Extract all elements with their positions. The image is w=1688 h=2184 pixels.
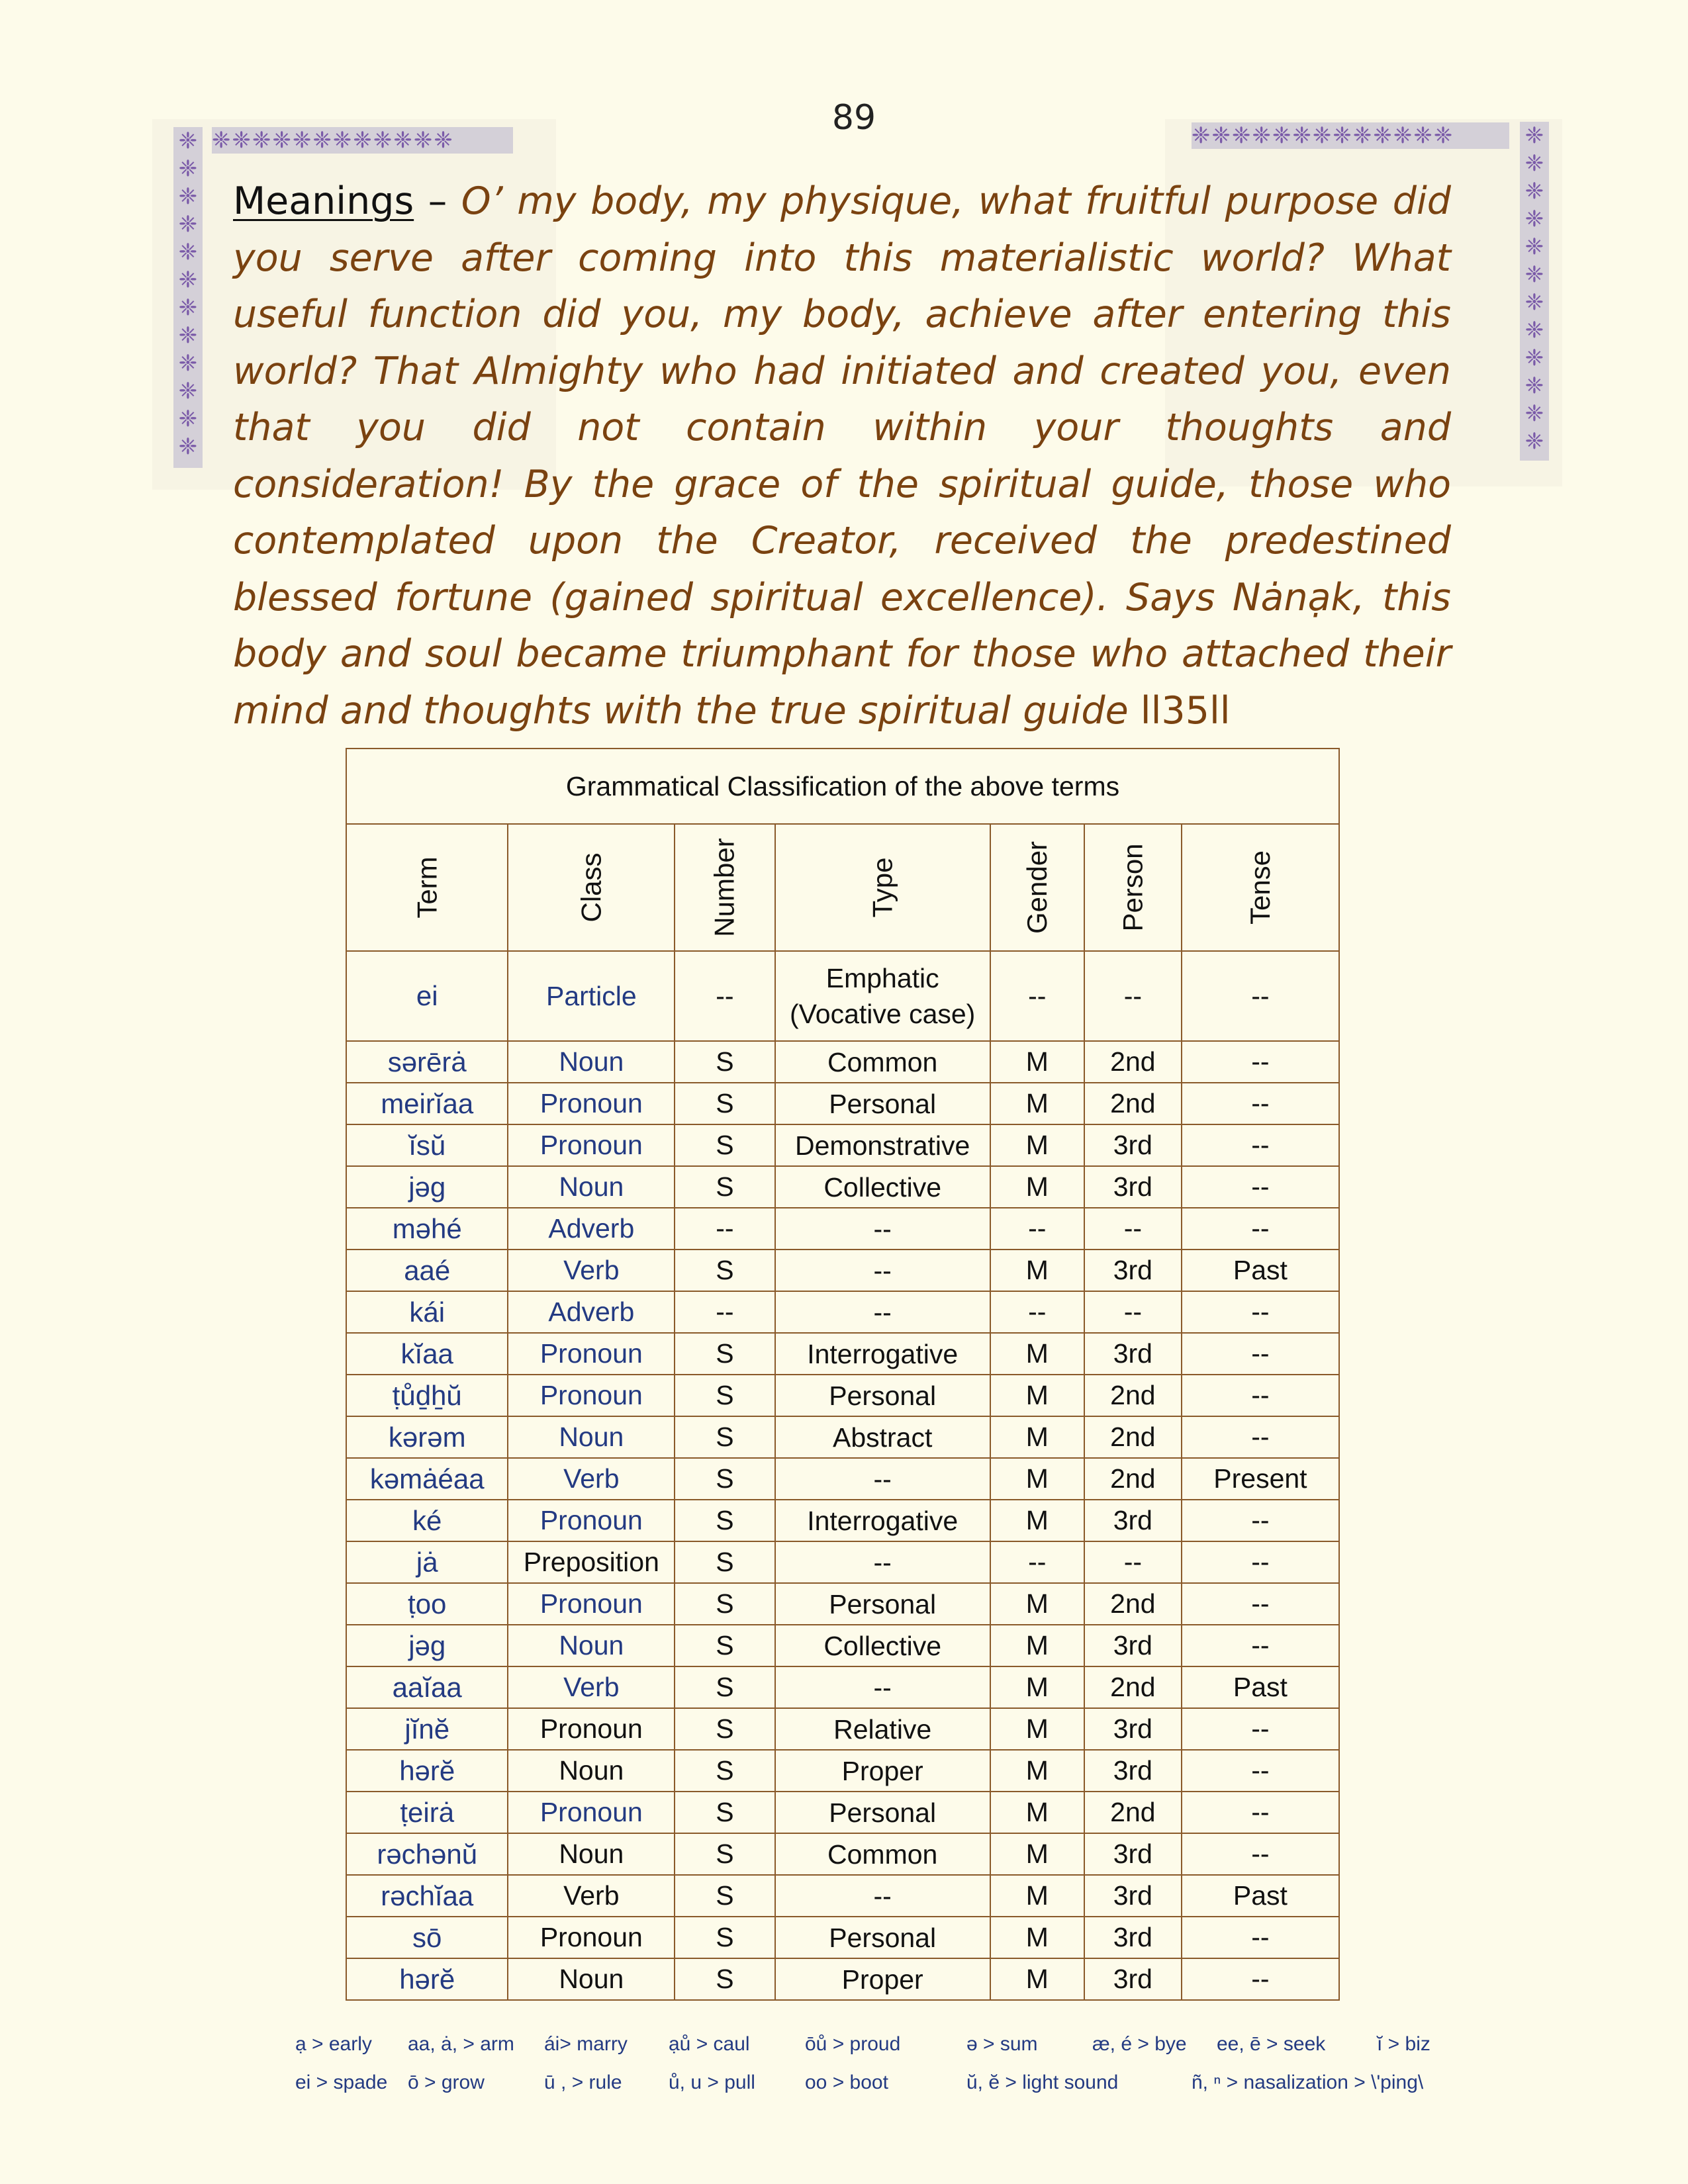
cell-type: Proper (775, 1958, 990, 2000)
cell-class: Particle (508, 951, 675, 1041)
cell-tense: Past (1182, 1250, 1339, 1291)
cell-type: Collective (775, 1625, 990, 1666)
cell-gender: M (990, 1166, 1084, 1208)
cell-gender: M (990, 1917, 1084, 1958)
cell-term: sō (346, 1917, 508, 1958)
legend-item: ū , > rule (544, 2071, 622, 2093)
cell-person: 2nd (1084, 1583, 1182, 1625)
column-header-label: Person (1117, 843, 1149, 932)
cell-person: 3rd (1084, 1625, 1182, 1666)
cell-number: S (675, 1458, 774, 1500)
cell-class: Pronoun (508, 1375, 675, 1416)
legend-item: ạ > early (295, 2033, 372, 2055)
cell-term: rəchĭaa (346, 1875, 508, 1917)
cell-person: 2nd (1084, 1375, 1182, 1416)
table-row (346, 1500, 1339, 1541)
cell-number: S (675, 1083, 774, 1124)
cell-type: -- (775, 1291, 990, 1333)
legend-item: ōů > proud (805, 2033, 901, 2055)
cell-type: Interrogative (775, 1500, 990, 1541)
cell-term: hərĕ (346, 1958, 508, 2000)
cell-type: Common (775, 1041, 990, 1083)
cell-class: Pronoun (508, 1083, 675, 1124)
table-row (346, 1166, 1339, 1208)
cell-tense: -- (1182, 1291, 1339, 1333)
cell-gender: M (990, 1666, 1084, 1708)
cell-number: S (675, 1375, 774, 1416)
legend-item: aa, ȧ, > arm (408, 2033, 514, 2055)
cell-gender: M (990, 1833, 1084, 1875)
cell-term: aaĭaa (346, 1666, 508, 1708)
cell-number: S (675, 1750, 774, 1792)
cell-class: Noun (508, 1416, 675, 1458)
legend-item: ō > grow (408, 2071, 485, 2093)
legend-item: ạů > caul (669, 2033, 750, 2055)
cell-person: 3rd (1084, 1124, 1182, 1166)
column-header-gender (990, 824, 1084, 951)
cell-gender: -- (990, 951, 1084, 1041)
cell-term: rəchənŭ (346, 1833, 508, 1875)
cell-type: Emphatic (Vocative case) (775, 951, 990, 1041)
cell-tense: -- (1182, 1500, 1339, 1541)
table-row (346, 1124, 1339, 1166)
cell-class: Noun (508, 1958, 675, 2000)
legend-item: ə > sum (966, 2033, 1038, 2055)
cell-person: 2nd (1084, 1666, 1182, 1708)
column-header-type (775, 824, 990, 951)
column-header-number (675, 824, 774, 951)
cell-type: Personal (775, 1375, 990, 1416)
cell-class: Preposition (508, 1541, 675, 1583)
cell-gender: M (990, 1583, 1084, 1625)
column-header-term (346, 824, 508, 951)
cell-person: 2nd (1084, 1458, 1182, 1500)
meanings-paragraph (233, 173, 1451, 739)
pronunciation-legend (0, 2025, 1688, 2118)
column-header-label: Number (708, 838, 740, 937)
legend-item: ei > spade (295, 2071, 388, 2093)
cell-tense: -- (1182, 1958, 1339, 2000)
cell-type: Personal (775, 1792, 990, 1833)
border-strip-top-right: ❈❈❈❈❈❈❈❈❈❈❈❈❈ (1192, 122, 1509, 149)
cell-tense: -- (1182, 1041, 1339, 1083)
cell-type: Personal (775, 1583, 990, 1625)
legend-item: ŭ, ĕ > light sound (966, 2071, 1119, 2093)
cell-person: 2nd (1084, 1792, 1182, 1833)
cell-person: -- (1084, 1291, 1182, 1333)
cell-person: 3rd (1084, 1250, 1182, 1291)
cell-number: S (675, 1625, 774, 1666)
cell-person: -- (1084, 951, 1182, 1041)
cell-gender: M (990, 1041, 1084, 1083)
cell-number: S (675, 1875, 774, 1917)
cell-person: -- (1084, 1541, 1182, 1583)
cell-tense: -- (1182, 1541, 1339, 1583)
cell-gender: M (990, 1625, 1084, 1666)
cell-class: Noun (508, 1750, 675, 1792)
table-row (346, 1833, 1339, 1875)
cell-gender: -- (990, 1291, 1084, 1333)
cell-type: -- (775, 1250, 990, 1291)
cell-term: ké (346, 1500, 508, 1541)
cell-number: S (675, 1416, 774, 1458)
cell-type: -- (775, 1541, 990, 1583)
cell-number: S (675, 1958, 774, 2000)
cell-tense: -- (1182, 1416, 1339, 1458)
cell-gender: M (990, 1375, 1084, 1416)
cell-gender: M (990, 1750, 1084, 1792)
cell-tense: -- (1182, 1917, 1339, 1958)
table-row (346, 1541, 1339, 1583)
cell-tense: -- (1182, 1333, 1339, 1375)
cell-tense: -- (1182, 1792, 1339, 1833)
cell-class: Verb (508, 1458, 675, 1500)
cell-class: Pronoun (508, 1792, 675, 1833)
column-header-class (508, 824, 675, 951)
grammar-table (346, 748, 1340, 2001)
cell-number: S (675, 1041, 774, 1083)
cell-type: Relative (775, 1708, 990, 1750)
cell-tense: -- (1182, 1833, 1339, 1875)
table-row (346, 1083, 1339, 1124)
border-column-right: ❈❈❈❈❈❈❈❈❈❈❈❈ (1520, 122, 1549, 461)
table-caption: Grammatical Classification of the above terms (346, 749, 1339, 824)
table-row (346, 1250, 1339, 1291)
column-header-label: Class (575, 852, 607, 923)
cell-number: -- (675, 1291, 774, 1333)
cell-class: Pronoun (508, 1124, 675, 1166)
cell-number: S (675, 1833, 774, 1875)
table-row (346, 1416, 1339, 1458)
meanings-dash: – (414, 179, 461, 223)
cell-tense: -- (1182, 1166, 1339, 1208)
cell-number: S (675, 1333, 774, 1375)
table-row (346, 1666, 1339, 1708)
cell-term: kərəm (346, 1416, 508, 1458)
cell-number: S (675, 1708, 774, 1750)
cell-tense: -- (1182, 1083, 1339, 1124)
cell-type: Collective (775, 1166, 990, 1208)
table-row (346, 951, 1339, 1041)
cell-gender: M (990, 1250, 1084, 1291)
cell-gender: M (990, 1708, 1084, 1750)
cell-gender: M (990, 1333, 1084, 1375)
cell-gender: M (990, 1792, 1084, 1833)
legend-item: ee, ē > seek (1217, 2033, 1326, 2055)
cell-type: -- (775, 1666, 990, 1708)
cell-term: jəg (346, 1166, 508, 1208)
cell-tense: Past (1182, 1875, 1339, 1917)
cell-number: S (675, 1250, 774, 1291)
cell-type: Common (775, 1833, 990, 1875)
table-row (346, 1958, 1339, 2000)
cell-class: Adverb (508, 1291, 675, 1333)
cell-person: 2nd (1084, 1041, 1182, 1083)
cell-class: Noun (508, 1166, 675, 1208)
column-header-label: Gender (1021, 841, 1053, 934)
cell-person: 3rd (1084, 1708, 1182, 1750)
table-row (346, 1750, 1339, 1792)
table-row (346, 1291, 1339, 1333)
cell-type: Proper (775, 1750, 990, 1792)
meanings-label: Meanings (233, 179, 414, 223)
cell-tense: -- (1182, 1208, 1339, 1250)
cell-type: -- (775, 1458, 990, 1500)
table-row (346, 1708, 1339, 1750)
cell-term: hərĕ (346, 1750, 508, 1792)
cell-number: S (675, 1917, 774, 1958)
cell-type: Abstract (775, 1416, 990, 1458)
cell-type: -- (775, 1875, 990, 1917)
table-row (346, 1041, 1339, 1083)
cell-term: jȧ (346, 1541, 508, 1583)
cell-gender: M (990, 1458, 1084, 1500)
cell-gender: -- (990, 1541, 1084, 1583)
cell-tense: Past (1182, 1666, 1339, 1708)
cell-term: kái (346, 1291, 508, 1333)
cell-term: jĭnĕ (346, 1708, 508, 1750)
table-row (346, 1625, 1339, 1666)
cell-number: S (675, 1124, 774, 1166)
cell-class: Noun (508, 1041, 675, 1083)
cell-class: Pronoun (508, 1917, 675, 1958)
cell-class: Pronoun (508, 1583, 675, 1625)
legend-item: ĭ > biz (1377, 2033, 1430, 2055)
cell-term: jəg (346, 1625, 508, 1666)
page-number: 89 (831, 98, 876, 138)
border-strip-top-left: ❈❈❈❈❈❈❈❈❈❈❈❈ (212, 127, 513, 154)
cell-number: S (675, 1583, 774, 1625)
cell-tense: -- (1182, 1625, 1339, 1666)
cell-class: Pronoun (508, 1500, 675, 1541)
cell-term: ĭsŭ (346, 1124, 508, 1166)
legend-item: ñ, ⁿ > nasalization > \'ping\ (1192, 2071, 1424, 2093)
cell-term: ṭeirȧ (346, 1792, 508, 1833)
column-header-label: Type (867, 857, 898, 918)
cell-tense: -- (1182, 951, 1339, 1041)
cell-term: kĭaa (346, 1333, 508, 1375)
cell-type: -- (775, 1208, 990, 1250)
cell-tense: -- (1182, 1708, 1339, 1750)
cell-gender: -- (990, 1208, 1084, 1250)
cell-number: S (675, 1666, 774, 1708)
cell-tense: -- (1182, 1583, 1339, 1625)
table-row (346, 1458, 1339, 1500)
cell-person: 3rd (1084, 1166, 1182, 1208)
cell-term: məhé (346, 1208, 508, 1250)
table-row (346, 1583, 1339, 1625)
cell-term: aaé (346, 1250, 508, 1291)
table-row (346, 1792, 1339, 1833)
cell-person: 3rd (1084, 1917, 1182, 1958)
cell-term: ṭůḏẖŭ (346, 1375, 508, 1416)
cell-type: Demonstrative (775, 1124, 990, 1166)
cell-person: 2nd (1084, 1083, 1182, 1124)
cell-person: 3rd (1084, 1833, 1182, 1875)
cell-person: 3rd (1084, 1500, 1182, 1541)
cell-number: -- (675, 951, 774, 1041)
legend-item: ái> marry (544, 2033, 628, 2055)
cell-person: 3rd (1084, 1875, 1182, 1917)
cell-type: Interrogative (775, 1333, 990, 1375)
cell-number: S (675, 1166, 774, 1208)
cell-term: meirĭaa (346, 1083, 508, 1124)
cell-person: 3rd (1084, 1750, 1182, 1792)
cell-class: Noun (508, 1625, 675, 1666)
cell-person: -- (1084, 1208, 1182, 1250)
cell-person: 3rd (1084, 1958, 1182, 2000)
cell-person: 2nd (1084, 1416, 1182, 1458)
cell-gender: M (990, 1958, 1084, 2000)
cell-type: Personal (775, 1917, 990, 1958)
cell-gender: M (990, 1416, 1084, 1458)
cell-gender: M (990, 1500, 1084, 1541)
column-header-label: Term (411, 856, 443, 919)
cell-tense: -- (1182, 1124, 1339, 1166)
cell-type: Personal (775, 1083, 990, 1124)
legend-item: oo > boot (805, 2071, 888, 2093)
cell-tense: -- (1182, 1375, 1339, 1416)
table-row (346, 1208, 1339, 1250)
verse-number: ll35ll (1128, 688, 1231, 733)
cell-class: Pronoun (508, 1708, 675, 1750)
cell-gender: M (990, 1875, 1084, 1917)
cell-term: sərērȧ (346, 1041, 508, 1083)
cell-class: Verb (508, 1875, 675, 1917)
cell-number: -- (675, 1208, 774, 1250)
cell-number: S (675, 1541, 774, 1583)
cell-number: S (675, 1792, 774, 1833)
cell-gender: M (990, 1124, 1084, 1166)
table-row (346, 1333, 1339, 1375)
cell-class: Verb (508, 1666, 675, 1708)
table-row (346, 1875, 1339, 1917)
column-header-tense (1182, 824, 1339, 951)
cell-class: Adverb (508, 1208, 675, 1250)
cell-number: S (675, 1500, 774, 1541)
table-row (346, 1917, 1339, 1958)
cell-class: Verb (508, 1250, 675, 1291)
column-header-person (1084, 824, 1182, 951)
meanings-text: O’ my body, my physique, what fruitful purpose did you serve after coming into this materialistic world? What useful function did you, my body, achieve after entering this world? That Almighty who had initiated and created you, even that you did not contain within your thoughts and consideration! By the grace of the spiritual guide, those who contemplated upon the Creator, received the predestined blessed fortune (gained spiritual excellence). Says Nȧnạk, this body and soul became triumphant for those who attached their mind and thoughts with the true spiritual guide (233, 179, 1451, 733)
cell-tense: Present (1182, 1458, 1339, 1500)
legend-item: æ, é > bye (1092, 2033, 1187, 2055)
cell-class: Pronoun (508, 1333, 675, 1375)
cell-gender: M (990, 1083, 1084, 1124)
cell-tense: -- (1182, 1750, 1339, 1792)
table-row (346, 1375, 1339, 1416)
cell-class: Noun (508, 1833, 675, 1875)
legend-item: ů, u > pull (669, 2071, 755, 2093)
border-column-left: ❈❈❈❈❈❈❈❈❈❈❈❈ (173, 127, 203, 468)
cell-term: ei (346, 951, 508, 1041)
cell-term: kəmȧéaa (346, 1458, 508, 1500)
cell-term: ṭoo (346, 1583, 508, 1625)
column-header-label: Tense (1244, 850, 1276, 925)
cell-person: 3rd (1084, 1333, 1182, 1375)
